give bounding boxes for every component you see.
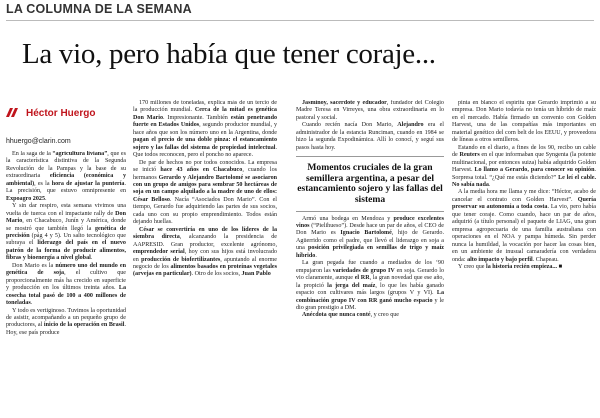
- section-divider: [6, 20, 594, 21]
- paragraph: La gran pegada fue cuando a mediados de los ‘90 empujaron las variedades de grupo IV en soja. Gerardo lo vio claramente, aunque el RR, la gran novedad que ese año, la propició la jerga del maíz, lo que les había ganado espacio con cultivares más largos (grupos V y VI). La combinación grupo IV con RR ganó mucho espacio y le dio gran prestigio a DM.: [296, 260, 444, 311]
- paragraph: César se convertiría en uno de los líderes de la siembra directa, alcanzando la presidencia de AAPRESID. Gran productor, excelente agrónomo, emprendedor serial, hoy con sus hijos está involucrado en producción de biofertilizantes, apuntando al enorme negocio de los alimentos basados en proteínas vegetales (arvejas en particular). Otro de los socios, Juan Pablo: [133, 226, 277, 278]
- paragraph: Estando en el diario, a fines de los 90, recibo un cable de Reuters en el que informaban que Syngenta (la potente multinacional, por entonces suiza) había adquirido Golden Harvest. Lo llamo a Gerardo, para conocer su opinión. Sorpresa total. “¿Qué me estás diciendo?” Le leí el cable. No sabía nada.: [452, 144, 596, 188]
- pull-quote-rule-top: [296, 156, 444, 157]
- paragraph: De par de hechos no por todos conocidos. La empresa se inició hace 43 años en Chacabuco, cuando los hermanos Gerardo y Alejandro Bartolomé se asociaron con un grupo de amigos para sembrar 50 hectáreas de soja en un campo alquilado a la madre de uno de ellos: César Belloso. Nacía “Asociados Don Mario”. Con el tiempo, Gerardo fue adquiriendo las partes de sus socios, cada uno con su propio emprendimiento. Todos están dejando huellas.: [133, 159, 277, 226]
- paragraph: Y creo que la historia recién empieza... ■: [458, 263, 563, 270]
- author-byline: [6, 103, 95, 121]
- author-email: hhuergo@clarin.com: [6, 138, 71, 145]
- article-column-4: [452, 100, 596, 418]
- article-headline: La vio, pero había que tener coraje...: [22, 38, 436, 70]
- pull-quote-rule-bottom: [296, 211, 444, 212]
- article-column-1: [6, 151, 126, 418]
- paragraph: Y sin dar respiro, esta semana vivimos una vuelta de tuerca con el impactante rally de Don Mario, en Chacabuco, Junín y América, donde se mostró que también llegó la genética de precisión (pág 4 y 5). Un salto tecnológico que subraya el liderazgo del país en el nuevo patrón de la forma de producir alimentos, fibras y bioenergía a nivel global.: [6, 203, 126, 262]
- paragraph: Don Mario es la número uno del mundo en genética de soja, el cultivo que proporcionalmente más ha crecido en superficie y producción en los últimos treinta años. La cosecha total pasó de 100 a 400 millones de toneladas.: [6, 262, 126, 307]
- paragraph: En la saga de la “agricultura liviana”, que es la característica distintiva de la Segunda Revolución de la Pampas y la base de su extraordinaria eficiencia (económica y ambiental), es la hora de ajustar la puntería. La precisión, que estuvo omnipresente en Expoagro 2025.: [6, 151, 126, 202]
- author-name: Héctor Huergo: [26, 108, 96, 119]
- column-1-body: [6, 151, 126, 337]
- column-3-top: [296, 100, 444, 152]
- article-column-3: [296, 100, 444, 418]
- column-3-bottom: [296, 216, 444, 320]
- paragraph: Cuando recién nacía Don Mario, Alejandro era el administrador de la estancia Runciman, cuando en 1984 se hizo la segunda Expodinámica. Allí lo conocí, y seguí sus pasos hasta hoy.: [296, 122, 444, 151]
- paragraph: Armó una bodega en Mendoza y produce excelentes vinos (“Pielihueso”). Desde hace un par de años, el CEO de Don Mario es Ignacio Bartolomé, hijo de Gerardo. Agüerrido como el padre, que llevó el liderazgo en soja a una posición privilegiada en semillas de trigo y maíz híbrido.: [296, 215, 444, 259]
- paragraph: A la media hora me llama y me dice: “Héctor, acabo de cancelar el contrato con Golden Harvest”. Quería preservar su autonomía a toda costa. La vio, pero había que tener coraje. Como cuando, hace un par de años, adquirió (a título personal) el paquete de LIAG, una gran empresa agropecuaria de una familia australiana con operaciones en el NOA y pampa húmeda. Sin perder nunca la humildad, la vocación por hacer las cosas bien, en un ambiente de inusual camaradería con verdadera onda: alto impacto y bajo perfil. Chapeau.: [452, 189, 596, 263]
- paragraph: pinta en blanco el espíritu que Gerardo imprimió a su empresa. Don Mario todavía no tenía un híbrido de maíz en el mercado. Había firmado un convenio con Golden Harvest, una de las compañías más importantes en material genético del corn belt de los EEUU, y proveedora de líneas a otros semilleros.: [452, 100, 596, 144]
- author-slash-icon: [6, 108, 19, 117]
- paragraph: Anécdota que nunca conté, y creo que: [302, 312, 399, 319]
- section-kicker: LA COLUMNA DE LA SEMANA: [6, 2, 192, 16]
- paragraph: 170 millones de toneladas, explica más de un tercio de la producción mundial. Cerca de la mitad es genética Don Mario. Impresionante. También están penetrando fuerte en Estados Unidos, segundo productor mundial, y hace años que son los número uno en la Argentina, donde pagan el precio de una doble pinza: el estancamiento sojero y las fallas del sistema de propiedad intelectual. Que todos reconocen, pero el poncho no aparece.: [133, 100, 277, 159]
- article-column-2: [133, 100, 277, 418]
- pull-quote: Momentos cruciales de la gran semillera argentina, a pesar del estancamiento sojero y las fallas del sistema: [297, 162, 443, 205]
- paragraph: Y todo es vertiginoso. Tuvimos la oportunidad de asistir, acompañando a un pequeño grupo de productores, al inicio de la operación en Brasil. Hoy, ese país produce: [6, 307, 126, 336]
- paragraph: Jasminoy, sacerdote y educador, fundador del Colegio Madre Teresa en Virreyes, una obra extraordinaria en lo pastoral y social.: [296, 100, 444, 121]
